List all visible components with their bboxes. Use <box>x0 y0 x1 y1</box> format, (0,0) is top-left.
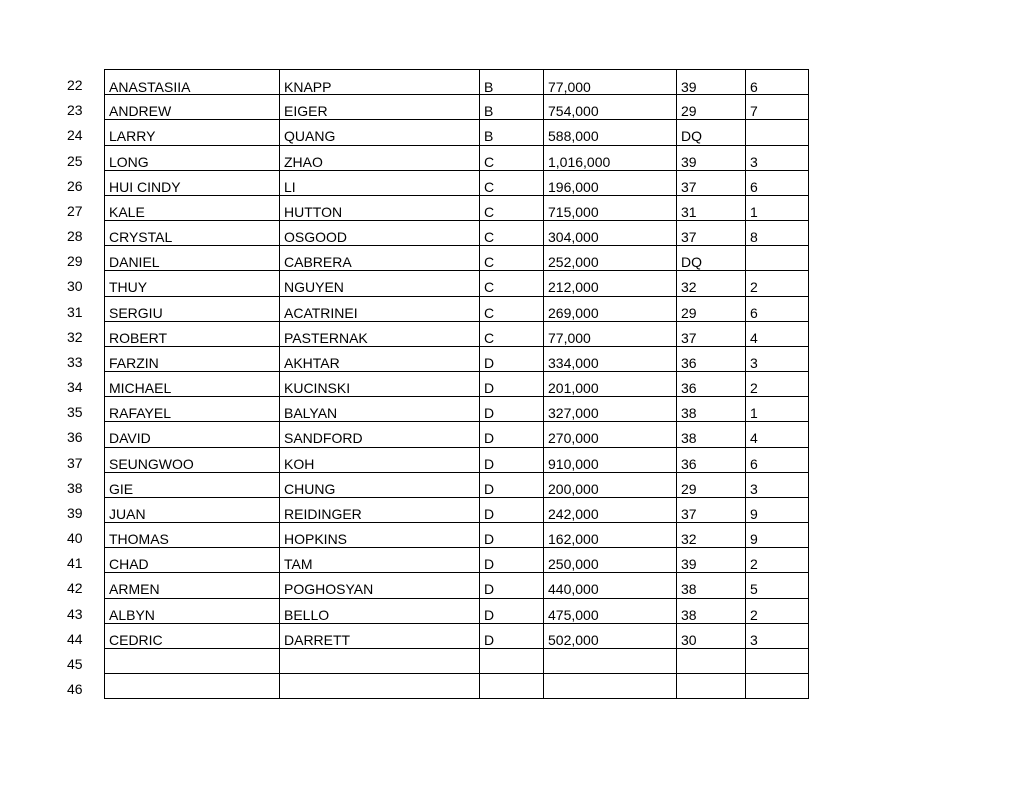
last-name-cell: CABRERA <box>279 245 479 270</box>
amount-cell: 327,000 <box>543 396 676 421</box>
place-cell: 6 <box>745 70 809 94</box>
division-cell: C <box>479 296 543 321</box>
row-cells <box>104 170 809 196</box>
row-number: 45 <box>67 655 83 672</box>
first-name-cell: ALBYN <box>104 598 279 623</box>
place-cell <box>745 648 809 673</box>
row-number: 31 <box>67 303 83 320</box>
row-cells <box>104 119 809 145</box>
last-name-cell: QUANG <box>279 119 479 144</box>
place-cell: 3 <box>745 623 809 648</box>
last-name-cell: NGUYEN <box>279 270 479 295</box>
row-number: 29 <box>67 253 83 270</box>
row-number: 43 <box>67 605 83 622</box>
place-cell <box>745 673 809 698</box>
amount-cell: 440,000 <box>543 572 676 597</box>
row-number: 30 <box>67 278 83 295</box>
row-number: 38 <box>67 479 83 496</box>
row-cells <box>104 673 809 699</box>
last-name-cell: CHUNG <box>279 472 479 497</box>
row-number: 24 <box>67 127 83 144</box>
division-cell: D <box>479 421 543 446</box>
last-name-cell: BELLO <box>279 598 479 623</box>
last-name-cell: EIGER <box>279 94 479 119</box>
place-cell: 6 <box>745 447 809 472</box>
place-cell: 6 <box>745 170 809 195</box>
score-cell <box>676 673 745 698</box>
score-cell: 39 <box>676 547 745 572</box>
row-cells <box>104 69 809 95</box>
first-name-cell: THUY <box>104 270 279 295</box>
row-cells <box>104 497 809 523</box>
division-cell: C <box>479 245 543 270</box>
division-cell: C <box>479 170 543 195</box>
first-name-cell: HUI CINDY <box>104 170 279 195</box>
amount-cell: 910,000 <box>543 447 676 472</box>
place-cell: 9 <box>745 522 809 547</box>
row-number: 28 <box>67 228 83 245</box>
row-cells <box>104 145 809 171</box>
division-cell: D <box>479 396 543 421</box>
last-name-cell: AKHTAR <box>279 346 479 371</box>
first-name-cell: ANASTASIIA <box>104 70 279 94</box>
row-cells <box>104 547 809 573</box>
row-number: 40 <box>67 530 83 547</box>
row-number: 23 <box>67 102 83 119</box>
division-cell: D <box>479 547 543 572</box>
first-name-cell: ARMEN <box>104 572 279 597</box>
division-cell: C <box>479 145 543 170</box>
division-cell <box>479 673 543 698</box>
amount-cell: 715,000 <box>543 195 676 220</box>
last-name-cell: TAM <box>279 547 479 572</box>
first-name-cell: DAVID <box>104 421 279 446</box>
last-name-cell: OSGOOD <box>279 220 479 245</box>
last-name-cell: KNAPP <box>279 70 479 94</box>
score-cell: 36 <box>676 371 745 396</box>
score-cell: DQ <box>676 245 745 270</box>
place-cell: 1 <box>745 195 809 220</box>
first-name-cell <box>104 648 279 673</box>
row-cells <box>104 447 809 473</box>
first-name-cell: ROBERT <box>104 321 279 346</box>
amount-cell: 588,000 <box>543 119 676 144</box>
row-cells <box>104 296 809 322</box>
last-name-cell: ZHAO <box>279 145 479 170</box>
division-cell <box>479 648 543 673</box>
place-cell: 4 <box>745 421 809 446</box>
score-cell: 36 <box>676 346 745 371</box>
division-cell: C <box>479 195 543 220</box>
amount-cell: 201,000 <box>543 371 676 396</box>
first-name-cell: MICHAEL <box>104 371 279 396</box>
place-cell: 7 <box>745 94 809 119</box>
last-name-cell: DARRETT <box>279 623 479 648</box>
first-name-cell: ANDREW <box>104 94 279 119</box>
last-name-cell <box>279 648 479 673</box>
division-cell: D <box>479 472 543 497</box>
score-cell: 32 <box>676 522 745 547</box>
division-cell: D <box>479 447 543 472</box>
last-name-cell <box>279 673 479 698</box>
first-name-cell: LARRY <box>104 119 279 144</box>
division-cell: D <box>479 346 543 371</box>
division-cell: D <box>479 371 543 396</box>
last-name-cell: ACATRINEI <box>279 296 479 321</box>
last-name-cell: BALYAN <box>279 396 479 421</box>
last-name-cell: KOH <box>279 447 479 472</box>
amount-cell: 1,016,000 <box>543 145 676 170</box>
score-cell: 29 <box>676 472 745 497</box>
score-cell: 37 <box>676 497 745 522</box>
amount-cell: 252,000 <box>543 245 676 270</box>
score-cell: 32 <box>676 270 745 295</box>
row-number: 27 <box>67 202 83 219</box>
first-name-cell: RAFAYEL <box>104 396 279 421</box>
amount-cell <box>543 673 676 698</box>
row-cells <box>104 321 809 347</box>
row-cells <box>104 195 809 221</box>
place-cell: 3 <box>745 145 809 170</box>
division-cell: B <box>479 119 543 144</box>
score-cell: 29 <box>676 94 745 119</box>
row-cells <box>104 472 809 498</box>
place-cell: 9 <box>745 497 809 522</box>
division-cell: B <box>479 70 543 94</box>
amount-cell: 270,000 <box>543 421 676 446</box>
amount-cell: 242,000 <box>543 497 676 522</box>
row-number: 39 <box>67 504 83 521</box>
amount-cell: 250,000 <box>543 547 676 572</box>
place-cell <box>745 245 809 270</box>
first-name-cell: LONG <box>104 145 279 170</box>
place-cell: 3 <box>745 472 809 497</box>
first-name-cell: DANIEL <box>104 245 279 270</box>
row-number: 44 <box>67 630 83 647</box>
row-cells <box>104 623 809 649</box>
division-cell: D <box>479 598 543 623</box>
row-cells <box>104 572 809 598</box>
score-cell: 29 <box>676 296 745 321</box>
place-cell: 2 <box>745 371 809 396</box>
first-name-cell: JUAN <box>104 497 279 522</box>
place-cell: 5 <box>745 572 809 597</box>
amount-cell: 475,000 <box>543 598 676 623</box>
score-cell: 30 <box>676 623 745 648</box>
amount-cell: 754,000 <box>543 94 676 119</box>
last-name-cell: KUCINSKI <box>279 371 479 396</box>
row-cells <box>104 421 809 447</box>
place-cell: 1 <box>745 396 809 421</box>
division-cell: C <box>479 321 543 346</box>
row-number: 26 <box>67 177 83 194</box>
row-number: 41 <box>67 555 83 572</box>
last-name-cell: POGHOSYAN <box>279 572 479 597</box>
score-cell: 37 <box>676 170 745 195</box>
last-name-cell: HOPKINS <box>279 522 479 547</box>
row-number: 34 <box>67 379 83 396</box>
place-cell: 8 <box>745 220 809 245</box>
row-number: 33 <box>67 353 83 370</box>
place-cell: 4 <box>745 321 809 346</box>
amount-cell: 77,000 <box>543 321 676 346</box>
division-cell: B <box>479 94 543 119</box>
last-name-cell: REIDINGER <box>279 497 479 522</box>
amount-cell: 502,000 <box>543 623 676 648</box>
row-cells <box>104 270 809 296</box>
row-cells <box>104 346 809 372</box>
division-cell: D <box>479 623 543 648</box>
division-cell: C <box>479 270 543 295</box>
row-cells <box>104 245 809 271</box>
row-number: 35 <box>67 404 83 421</box>
row-number: 22 <box>67 77 83 93</box>
amount-cell: 212,000 <box>543 270 676 295</box>
place-cell: 6 <box>745 296 809 321</box>
row-number: 36 <box>67 429 83 446</box>
row-number: 46 <box>67 681 83 698</box>
place-cell: 3 <box>745 346 809 371</box>
row-cells <box>104 94 809 120</box>
first-name-cell <box>104 673 279 698</box>
division-cell: D <box>479 497 543 522</box>
place-cell <box>745 119 809 144</box>
first-name-cell: CHAD <box>104 547 279 572</box>
first-name-cell: SEUNGWOO <box>104 447 279 472</box>
division-cell: D <box>479 522 543 547</box>
score-cell: 38 <box>676 598 745 623</box>
last-name-cell: LI <box>279 170 479 195</box>
first-name-cell: CEDRIC <box>104 623 279 648</box>
first-name-cell: KALE <box>104 195 279 220</box>
place-cell: 2 <box>745 270 809 295</box>
amount-cell: 196,000 <box>543 170 676 195</box>
row-number: 37 <box>67 454 83 471</box>
score-cell: 39 <box>676 70 745 94</box>
score-cell: 37 <box>676 220 745 245</box>
last-name-cell: PASTERNAK <box>279 321 479 346</box>
first-name-cell: GIE <box>104 472 279 497</box>
amount-cell: 77,000 <box>543 70 676 94</box>
row-cells <box>104 522 809 548</box>
amount-cell: 334,000 <box>543 346 676 371</box>
score-cell <box>676 648 745 673</box>
score-cell: 38 <box>676 572 745 597</box>
amount-cell <box>543 648 676 673</box>
amount-cell: 269,000 <box>543 296 676 321</box>
row-cells <box>104 598 809 624</box>
first-name-cell: SERGIU <box>104 296 279 321</box>
row-number: 32 <box>67 328 83 345</box>
row-number: 25 <box>67 152 83 169</box>
score-cell: 38 <box>676 396 745 421</box>
row-cells <box>104 648 809 674</box>
score-cell: 39 <box>676 145 745 170</box>
division-cell: D <box>479 572 543 597</box>
row-number: 42 <box>67 580 83 597</box>
first-name-cell: CRYSTAL <box>104 220 279 245</box>
score-cell: 36 <box>676 447 745 472</box>
row-cells <box>104 371 809 397</box>
score-cell: 37 <box>676 321 745 346</box>
amount-cell: 162,000 <box>543 522 676 547</box>
row-cells <box>104 220 809 246</box>
first-name-cell: FARZIN <box>104 346 279 371</box>
amount-cell: 200,000 <box>543 472 676 497</box>
score-cell: DQ <box>676 119 745 144</box>
division-cell: C <box>479 220 543 245</box>
amount-cell: 304,000 <box>543 220 676 245</box>
place-cell: 2 <box>745 547 809 572</box>
row-cells <box>104 396 809 422</box>
score-cell: 38 <box>676 421 745 446</box>
last-name-cell: HUTTON <box>279 195 479 220</box>
last-name-cell: SANDFORD <box>279 421 479 446</box>
score-cell: 31 <box>676 195 745 220</box>
place-cell: 2 <box>745 598 809 623</box>
first-name-cell: THOMAS <box>104 522 279 547</box>
